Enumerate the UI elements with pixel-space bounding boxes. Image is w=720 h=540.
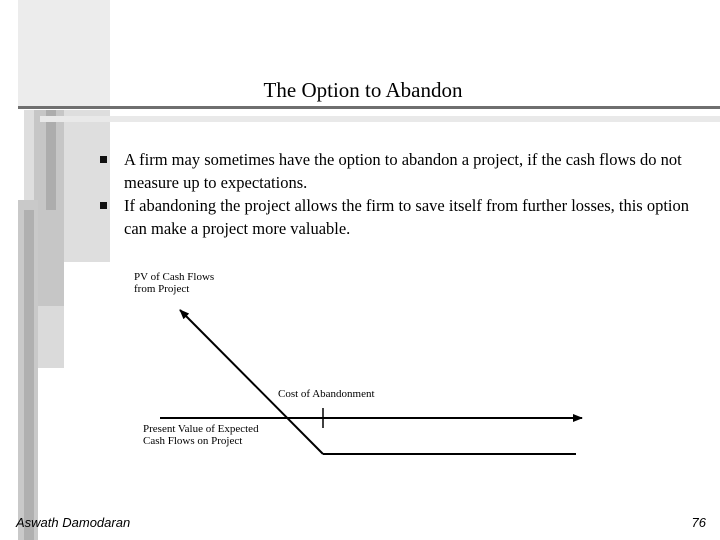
abandonment-label: Cost of Abandonment (278, 388, 375, 400)
y-axis-label-line1: PV of Cash Flows (134, 271, 215, 283)
y-axis-label (134, 271, 217, 295)
x-axis-label (143, 423, 261, 447)
page-number: 76 (691, 515, 706, 530)
x-axis-label-line2: Cash Flows on Project (143, 435, 243, 447)
footer-author: Aswath Damodaran (16, 515, 131, 530)
bullet-text: If abandoning the project allows the firm to save itself from further losses, this option can make a project more valuable. (124, 196, 689, 238)
x-axis-label-line1: Present Value of Expected (143, 423, 259, 435)
y-axis-label-line2: from Project (134, 283, 190, 295)
slide-title: The Option to Abandon (263, 78, 463, 102)
bullet-text: A firm may sometimes have the option to abandon a project, if the cash flows do not measure up to expectations. (124, 150, 682, 192)
